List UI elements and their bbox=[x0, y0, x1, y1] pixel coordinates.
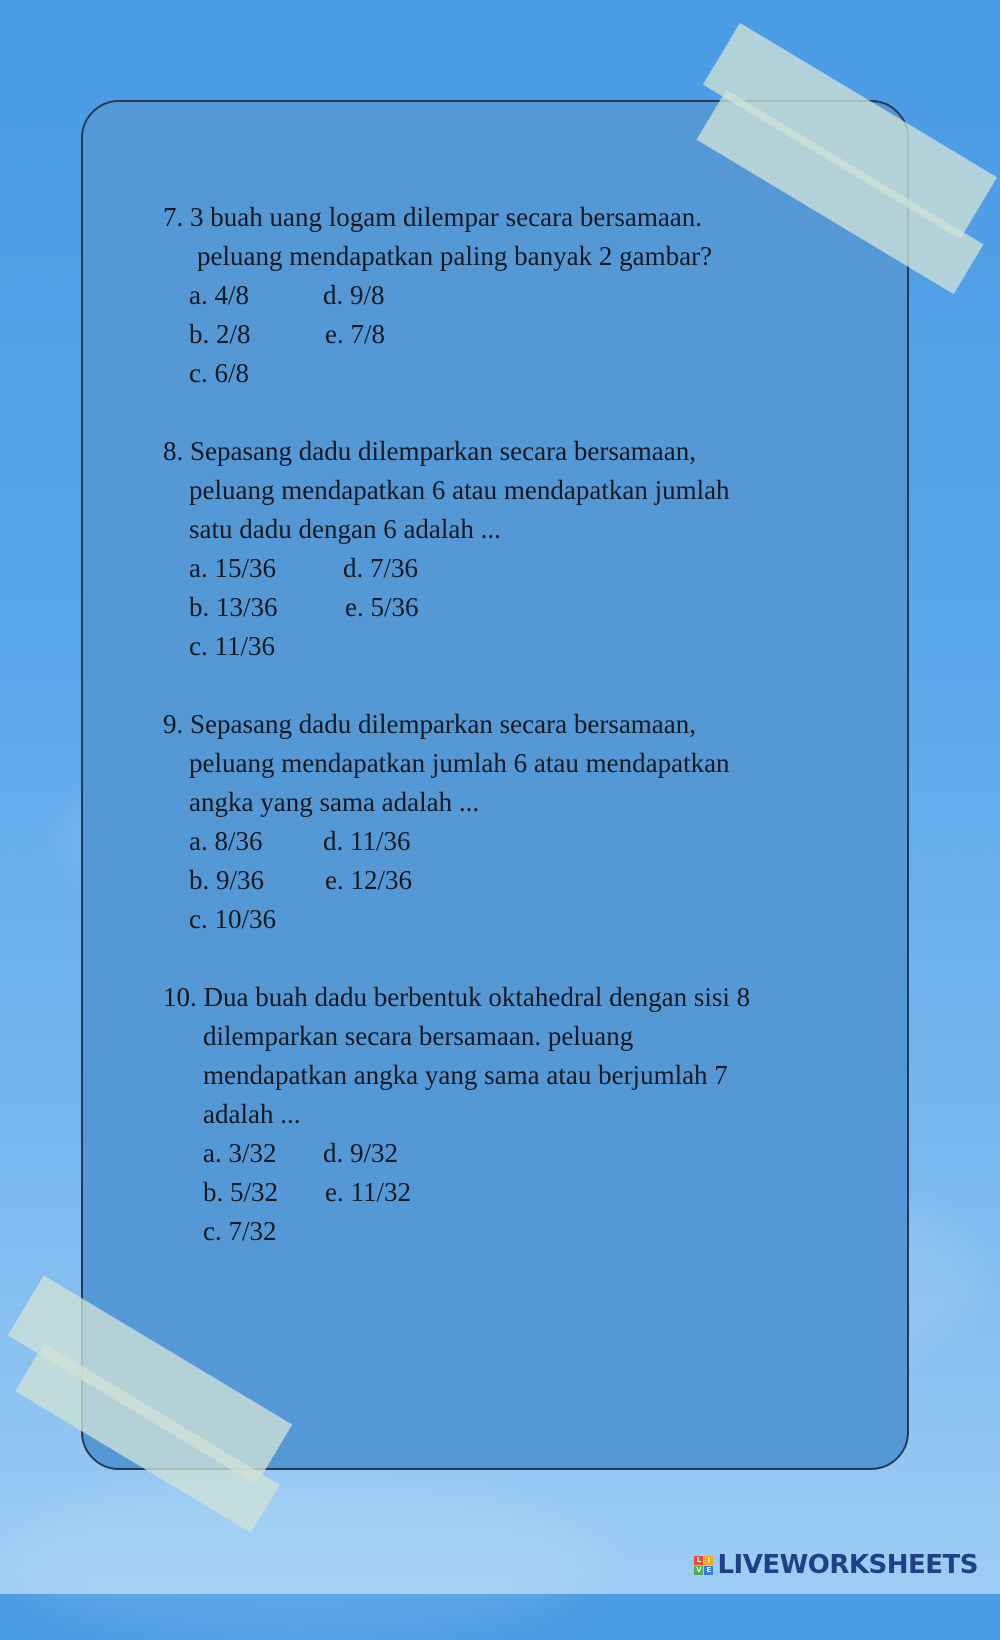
option-c[interactable]: c. 10/36 bbox=[189, 904, 276, 934]
question-text: peluang mendapatkan paling banyak 2 gambar? bbox=[197, 241, 713, 271]
option-b[interactable]: b. 2/8 bbox=[189, 319, 251, 349]
logo-letter-i: I bbox=[704, 1556, 713, 1565]
option-c[interactable]: c. 6/8 bbox=[189, 358, 249, 388]
question-text: mendapatkan angka yang sama atau berjumlah 7 bbox=[203, 1060, 728, 1090]
question-10 bbox=[163, 978, 751, 1246]
option-a[interactable]: a. 3/32 bbox=[203, 1138, 277, 1168]
option-e[interactable]: e. 12/36 bbox=[325, 865, 412, 895]
question-text: 7. 3 buah uang logam dilempar secara bersamaan. bbox=[163, 202, 703, 232]
option-e[interactable]: e. 11/32 bbox=[325, 1177, 411, 1207]
logo-letter-v: V bbox=[696, 1565, 702, 1574]
option-a[interactable]: a. 15/36 bbox=[189, 553, 276, 583]
option-d[interactable]: d. 9/8 bbox=[323, 280, 385, 310]
brand-name: LIVEWORKSHEETS bbox=[717, 1550, 978, 1580]
question-text: angka yang sama adalah ... bbox=[189, 787, 480, 817]
question-text: peluang mendapatkan 6 atau mendapatkan jumlah bbox=[189, 475, 730, 505]
question-text: 9. Sepasang dadu dilemparkan secara bersamaan, bbox=[163, 709, 697, 739]
question-text: satu dadu dengan 6 adalah ... bbox=[189, 514, 501, 544]
question-text: dilemparkan secara bersamaan. peluang bbox=[203, 1021, 634, 1051]
logo-letter-l: L bbox=[694, 1556, 703, 1565]
liveworksheets-logo bbox=[694, 1550, 978, 1580]
option-c[interactable]: c. 7/32 bbox=[203, 1216, 277, 1246]
option-d[interactable]: d. 7/36 bbox=[343, 553, 419, 583]
question-text: adalah ... bbox=[203, 1099, 301, 1129]
question-text: peluang mendapatkan jumlah 6 atau mendapatkan bbox=[189, 748, 730, 778]
option-a[interactable]: a. 8/36 bbox=[189, 826, 263, 856]
question-text: 8. Sepasang dadu dilemparkan secara bersamaan, bbox=[163, 436, 697, 466]
option-b[interactable]: b. 13/36 bbox=[189, 592, 278, 622]
cloud-decoration bbox=[0, 1480, 600, 1640]
question-9 bbox=[163, 705, 730, 934]
question-8 bbox=[163, 432, 730, 661]
option-b[interactable]: b. 5/32 bbox=[203, 1177, 279, 1207]
question-7 bbox=[163, 198, 713, 388]
question-text: 10. Dua buah dadu berbentuk oktahedral dengan sisi 8 bbox=[163, 982, 751, 1012]
logo-letter-e: E bbox=[704, 1566, 713, 1575]
liveworksheets-logo-icon bbox=[694, 1556, 713, 1575]
option-d[interactable]: d. 11/36 bbox=[323, 826, 411, 856]
option-e[interactable]: e. 5/36 bbox=[345, 592, 419, 622]
option-b[interactable]: b. 9/36 bbox=[189, 865, 265, 895]
option-a[interactable]: a. 4/8 bbox=[189, 280, 249, 310]
option-e[interactable]: e. 7/8 bbox=[325, 319, 385, 349]
option-d[interactable]: d. 9/32 bbox=[323, 1138, 399, 1168]
option-c[interactable]: c. 11/36 bbox=[189, 631, 275, 661]
